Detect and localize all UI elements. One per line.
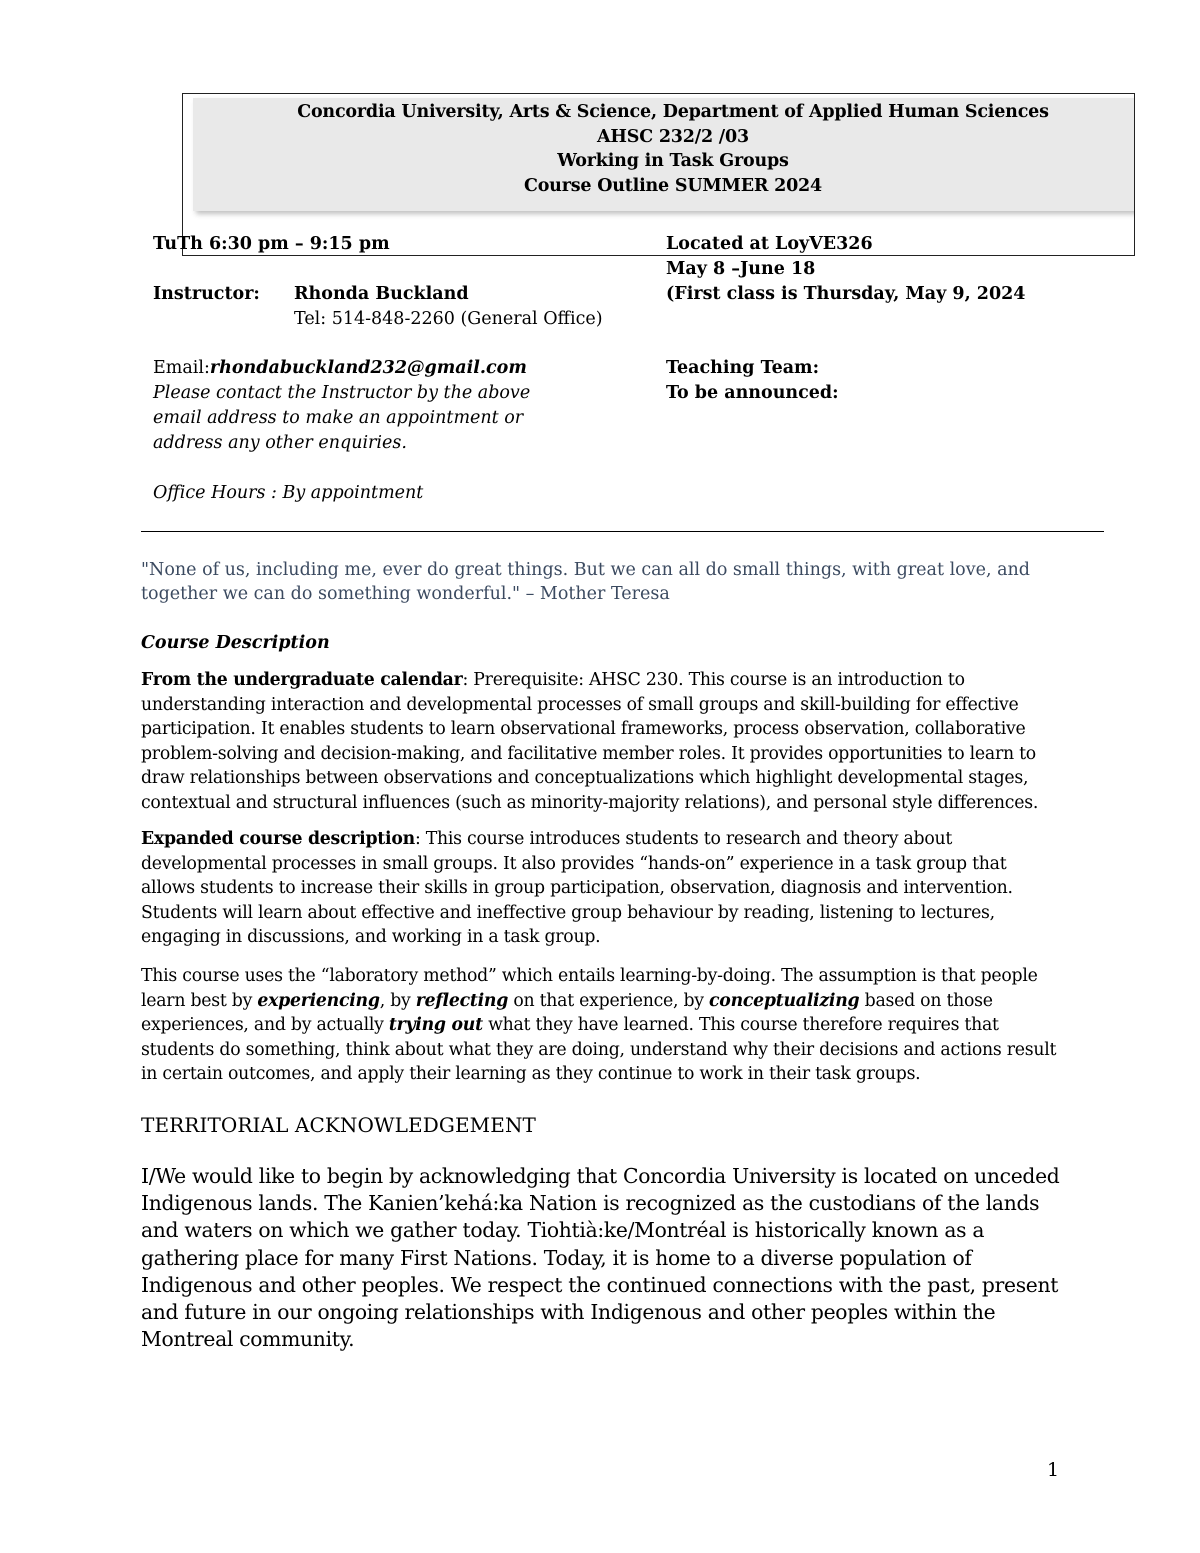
instructor-label: Instructor: xyxy=(153,284,260,304)
calendar-description xyxy=(141,668,1061,816)
course-header xyxy=(193,98,1135,211)
contact-note-line2: email address to make an appointment or xyxy=(153,408,524,428)
class-time: TuTh 6:30 pm – 9:15 pm xyxy=(153,234,390,254)
teaching-team-label: Teaching Team: xyxy=(666,358,820,378)
contact-note-line3: address any other enquiries. xyxy=(153,433,407,453)
quote-line2: together we can do something wonderful." – Mother Teresa xyxy=(141,584,670,604)
course-description-heading: Course Description xyxy=(141,633,330,653)
laboratory-method-paragraph xyxy=(141,964,1061,1087)
expanded-text: : This course introduces students to research and theory about developmental processes in small groups. It also provides “hands-on” experience in a task group that allows students to increase their skills in group participation, observation, diagnosis and intervention. Students will learn about effective and ineffective group behaviour by reading, listening to lectures, engaging in discussions, and working in a task group. xyxy=(141,829,1013,948)
university-department: Concordia University, Arts & Science, Department of Applied Human Sciences xyxy=(297,102,1049,122)
instructor-phone: Tel: 514-848-2260 (General Office) xyxy=(294,309,603,329)
course-outline-term: Course Outline SUMMER 2024 xyxy=(523,175,823,196)
lab-text-1: This course uses the “laboratory method” which entails learning-by-doing. The assumption is that people learn best by xyxy=(141,966,1038,1011)
lab-emphasis-reflecting: reflecting xyxy=(415,990,509,1011)
lab-emphasis-experiencing: experiencing xyxy=(257,990,380,1011)
class-location: Located at LoyVE326 xyxy=(666,234,873,254)
expanded-description xyxy=(141,827,1061,950)
page-number: 1 xyxy=(1047,1459,1060,1481)
horizontal-divider xyxy=(141,531,1104,532)
territorial-acknowledgement-text: I/We would like to begin by acknowledging that Concordia University is located on unceded Indigenous lands. The Kanien’kehá:ka Nation is recognized as the custodians of the lands and waters on which we gather today. Tiohtià:ke/Montréal is historically known as a gathering place for many First Nations. Today, it is home to a diverse population of Indigenous and other peoples. We respect the continued connections with the past, present and future in our ongoing relationships with Indigenous and other peoples within the Montreal community. xyxy=(141,1164,1060,1352)
territorial-acknowledgement-heading: TERRITORIAL ACKNOWLEDGEMENT xyxy=(141,1113,536,1137)
lab-emphasis-conceptualizing: conceptualizing xyxy=(709,990,860,1011)
lab-text-5: what they have learned. This course therefore requires that students do something, think about what they are doing, understand why their decisions and actions result in certain outcomes, and apply their learning as they continue to work in their task groups. xyxy=(141,1015,1057,1085)
lab-emphasis-trying-out: trying out xyxy=(388,1015,483,1036)
teaching-team-value: To be announced: xyxy=(666,383,839,403)
quote-line1: "None of us, including me, ever do great things. But we can all do small things, with great love, and xyxy=(141,560,1030,580)
email-label: Email: xyxy=(153,358,210,378)
email-line xyxy=(153,356,527,381)
instructor-name: Rhonda Buckland xyxy=(294,284,469,304)
expanded-label: Expanded course description xyxy=(141,829,415,849)
course-title: Working in Task Groups xyxy=(557,151,789,171)
class-dates: May 8 –June 18 xyxy=(666,259,816,279)
course-code: AHSC 232/2 /03 xyxy=(597,126,749,147)
contact-note-line1: Please contact the Instructor by the above xyxy=(153,383,531,403)
lab-text-4: based on those experiences, and by actually xyxy=(141,990,993,1036)
calendar-text: : Prerequisite: AHSC 230. This course is an introduction to understanding interaction and developmental processes of small groups and skill-building for effective participation. It enables students to learn observational frameworks, process observation, collaborative problem-solving and decision-making, and facilitative member roles. It provides opportunities to learn to draw relationships between observations and conceptualizations which highlight developmental stages, contextual and structural influences (such as minority-majority relations), and personal style differences. xyxy=(141,670,1039,813)
first-class-note: (First class is Thursday, May 9, 2024 xyxy=(666,284,1026,304)
email-address[interactable]: rhondabuckland232@gmail.com xyxy=(209,358,527,378)
lab-text-2: , by xyxy=(379,990,416,1011)
office-hours: Office Hours : By appointment xyxy=(153,483,424,503)
lab-text-3: on that experience, by xyxy=(508,990,710,1011)
calendar-label: From the undergraduate calendar xyxy=(141,670,463,690)
